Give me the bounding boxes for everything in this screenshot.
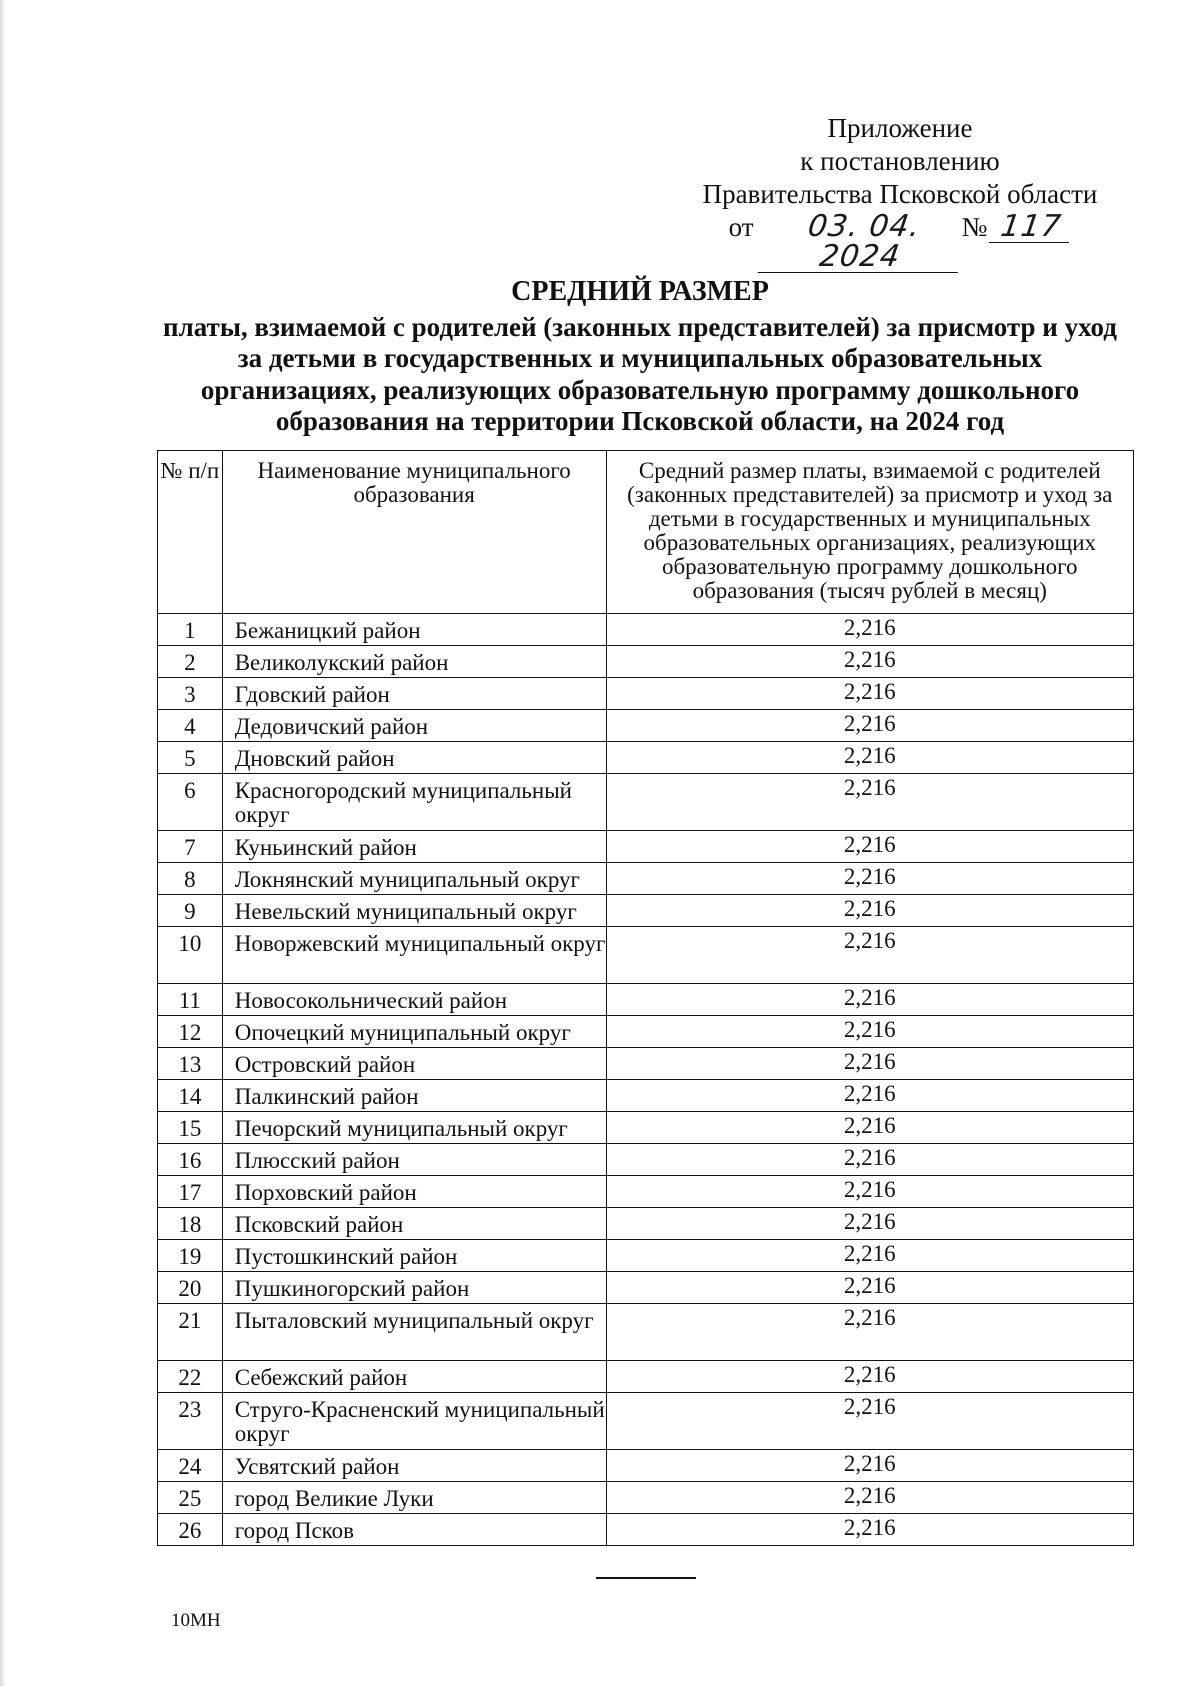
row-number: 8 bbox=[158, 863, 223, 895]
header-name: Наименование муниципального образования bbox=[222, 451, 606, 614]
table-row bbox=[158, 1304, 1134, 1361]
row-value: 2,216 bbox=[606, 1048, 1133, 1080]
row-number: 19 bbox=[158, 1240, 223, 1272]
row-name: Островский район bbox=[222, 1048, 606, 1080]
table-row bbox=[158, 710, 1134, 742]
row-number: 15 bbox=[158, 1112, 223, 1144]
row-number: 24 bbox=[158, 1450, 223, 1482]
date-line bbox=[660, 211, 1140, 273]
row-value: 2,216 bbox=[606, 1393, 1133, 1450]
table-row bbox=[158, 895, 1134, 927]
table-row bbox=[158, 1048, 1134, 1080]
row-name: Опочецкий муниципальный округ bbox=[222, 1016, 606, 1048]
row-number: 11 bbox=[158, 984, 223, 1016]
document-title bbox=[160, 276, 1120, 438]
row-number: 14 bbox=[158, 1080, 223, 1112]
row-value: 2,216 bbox=[606, 678, 1133, 710]
appendix-line3: Правительства Псковской области bbox=[702, 179, 1098, 209]
footer-code: 10МН bbox=[171, 1610, 221, 1631]
row-value: 2,216 bbox=[606, 984, 1133, 1016]
table-body bbox=[158, 614, 1134, 1546]
header-number: № п/п bbox=[158, 451, 223, 614]
title-subtitle: платы, взимаемой с родителей (законных представителей) за присмотр и уход за детьми в государственных и муниципальных образовательных организациях, реализующих образовательную программу дошкольного образования на территории Псковской области, на 2024 год bbox=[163, 311, 1117, 436]
row-name: Печорский муниципальный округ bbox=[222, 1112, 606, 1144]
row-value: 2,216 bbox=[606, 895, 1133, 927]
row-name: Плюсский район bbox=[222, 1144, 606, 1176]
row-value: 2,216 bbox=[606, 863, 1133, 895]
row-number: 22 bbox=[158, 1361, 223, 1393]
table-row bbox=[158, 742, 1134, 774]
row-number: 7 bbox=[158, 831, 223, 863]
table-row bbox=[158, 984, 1134, 1016]
row-value: 2,216 bbox=[606, 1514, 1133, 1546]
table-row bbox=[158, 1144, 1134, 1176]
table-row bbox=[158, 1016, 1134, 1048]
row-value: 2,216 bbox=[606, 1304, 1133, 1361]
table-row bbox=[158, 863, 1134, 895]
row-name: город Великие Луки bbox=[222, 1482, 606, 1514]
row-value: 2,216 bbox=[606, 1016, 1133, 1048]
row-value: 2,216 bbox=[606, 1272, 1133, 1304]
row-value: 2,216 bbox=[606, 927, 1133, 984]
row-number: 5 bbox=[158, 742, 223, 774]
row-number: 13 bbox=[158, 1048, 223, 1080]
table-row bbox=[158, 1176, 1134, 1208]
table-row bbox=[158, 1240, 1134, 1272]
table-row bbox=[158, 1482, 1134, 1514]
row-value: 2,216 bbox=[606, 1176, 1133, 1208]
row-number: 6 bbox=[158, 774, 223, 831]
table-row bbox=[158, 1514, 1134, 1546]
row-number: 23 bbox=[158, 1393, 223, 1450]
row-number: 4 bbox=[158, 710, 223, 742]
row-name: Бежаницкий район bbox=[222, 614, 606, 646]
row-name: Струго-Красненский муниципальный округ bbox=[222, 1393, 606, 1450]
row-number: 20 bbox=[158, 1272, 223, 1304]
header-value: Средний размер платы, взимаемой с родителей (законных представителей) за присмотр и уход за детьми в государственных и муниципальных образовательных организациях, реализующих образовательную программу дошкольного образования (тысяч рублей в месяц) bbox=[606, 451, 1133, 614]
row-name: Дедовичский район bbox=[222, 710, 606, 742]
table-row bbox=[158, 1080, 1134, 1112]
handwritten-number: 117 bbox=[989, 212, 1073, 243]
row-name: Порховский район bbox=[222, 1176, 606, 1208]
row-name: Локнянский муниципальный округ bbox=[222, 863, 606, 895]
row-name: Великолукский район bbox=[222, 646, 606, 678]
row-name: город Псков bbox=[222, 1514, 606, 1546]
table-row bbox=[158, 774, 1134, 831]
row-value: 2,216 bbox=[606, 1482, 1133, 1514]
row-value: 2,216 bbox=[606, 774, 1133, 831]
row-name: Себежский район bbox=[222, 1361, 606, 1393]
row-name: Усвятский район bbox=[222, 1450, 606, 1482]
table-row bbox=[158, 1361, 1134, 1393]
row-name: Красногородский муниципальный округ bbox=[222, 774, 606, 831]
row-number: 25 bbox=[158, 1482, 223, 1514]
table-row bbox=[158, 1208, 1134, 1240]
row-value: 2,216 bbox=[606, 742, 1133, 774]
row-number: 3 bbox=[158, 678, 223, 710]
table-row bbox=[158, 927, 1134, 984]
title-main: СРЕДНИЙ РАЗМЕР bbox=[511, 276, 769, 307]
table-row bbox=[158, 678, 1134, 710]
row-value: 2,216 bbox=[606, 1112, 1133, 1144]
end-separator-line bbox=[596, 1577, 696, 1579]
table-row bbox=[158, 646, 1134, 678]
row-number: 18 bbox=[158, 1208, 223, 1240]
row-number: 2 bbox=[158, 646, 223, 678]
table-row bbox=[158, 1393, 1134, 1450]
row-value: 2,216 bbox=[606, 831, 1133, 863]
row-value: 2,216 bbox=[606, 1144, 1133, 1176]
row-name: Невельский муниципальный округ bbox=[222, 895, 606, 927]
row-number: 12 bbox=[158, 1016, 223, 1048]
number-sign: № bbox=[961, 212, 988, 242]
row-name: Новосокольнический район bbox=[222, 984, 606, 1016]
row-number: 21 bbox=[158, 1304, 223, 1361]
appendix-header bbox=[660, 112, 1140, 273]
appendix-line1: Приложение bbox=[827, 113, 973, 143]
row-name: Пыталовский муниципальный округ bbox=[222, 1304, 606, 1361]
table-row bbox=[158, 1450, 1134, 1482]
row-value: 2,216 bbox=[606, 646, 1133, 678]
row-name: Псковский район bbox=[222, 1208, 606, 1240]
row-number: 10 bbox=[158, 927, 223, 984]
scan-edge bbox=[0, 0, 6, 1686]
row-number: 26 bbox=[158, 1514, 223, 1546]
row-number: 1 bbox=[158, 614, 223, 646]
row-name: Палкинский район bbox=[222, 1080, 606, 1112]
row-value: 2,216 bbox=[606, 1450, 1133, 1482]
table-row bbox=[158, 1272, 1134, 1304]
row-value: 2,216 bbox=[606, 614, 1133, 646]
handwritten-date: 03. 04. 2024 bbox=[757, 212, 966, 273]
row-number: 17 bbox=[158, 1176, 223, 1208]
row-name: Дновский район bbox=[222, 742, 606, 774]
date-prefix: от bbox=[728, 212, 754, 242]
table-row bbox=[158, 614, 1134, 646]
table-header-row bbox=[158, 451, 1134, 614]
row-number: 9 bbox=[158, 895, 223, 927]
fee-table bbox=[157, 450, 1134, 1546]
row-name: Пушкиногорский район bbox=[222, 1272, 606, 1304]
row-value: 2,216 bbox=[606, 1208, 1133, 1240]
row-value: 2,216 bbox=[606, 710, 1133, 742]
row-number: 16 bbox=[158, 1144, 223, 1176]
row-name: Новоржевский муниципальный округ bbox=[222, 927, 606, 984]
row-name: Гдовский район bbox=[222, 678, 606, 710]
row-value: 2,216 bbox=[606, 1240, 1133, 1272]
row-name: Пустошкинский район bbox=[222, 1240, 606, 1272]
table-row bbox=[158, 831, 1134, 863]
row-name: Куньинский район bbox=[222, 831, 606, 863]
row-value: 2,216 bbox=[606, 1080, 1133, 1112]
table-row bbox=[158, 1112, 1134, 1144]
appendix-line2: к постановлению bbox=[800, 146, 1000, 176]
row-value: 2,216 bbox=[606, 1361, 1133, 1393]
